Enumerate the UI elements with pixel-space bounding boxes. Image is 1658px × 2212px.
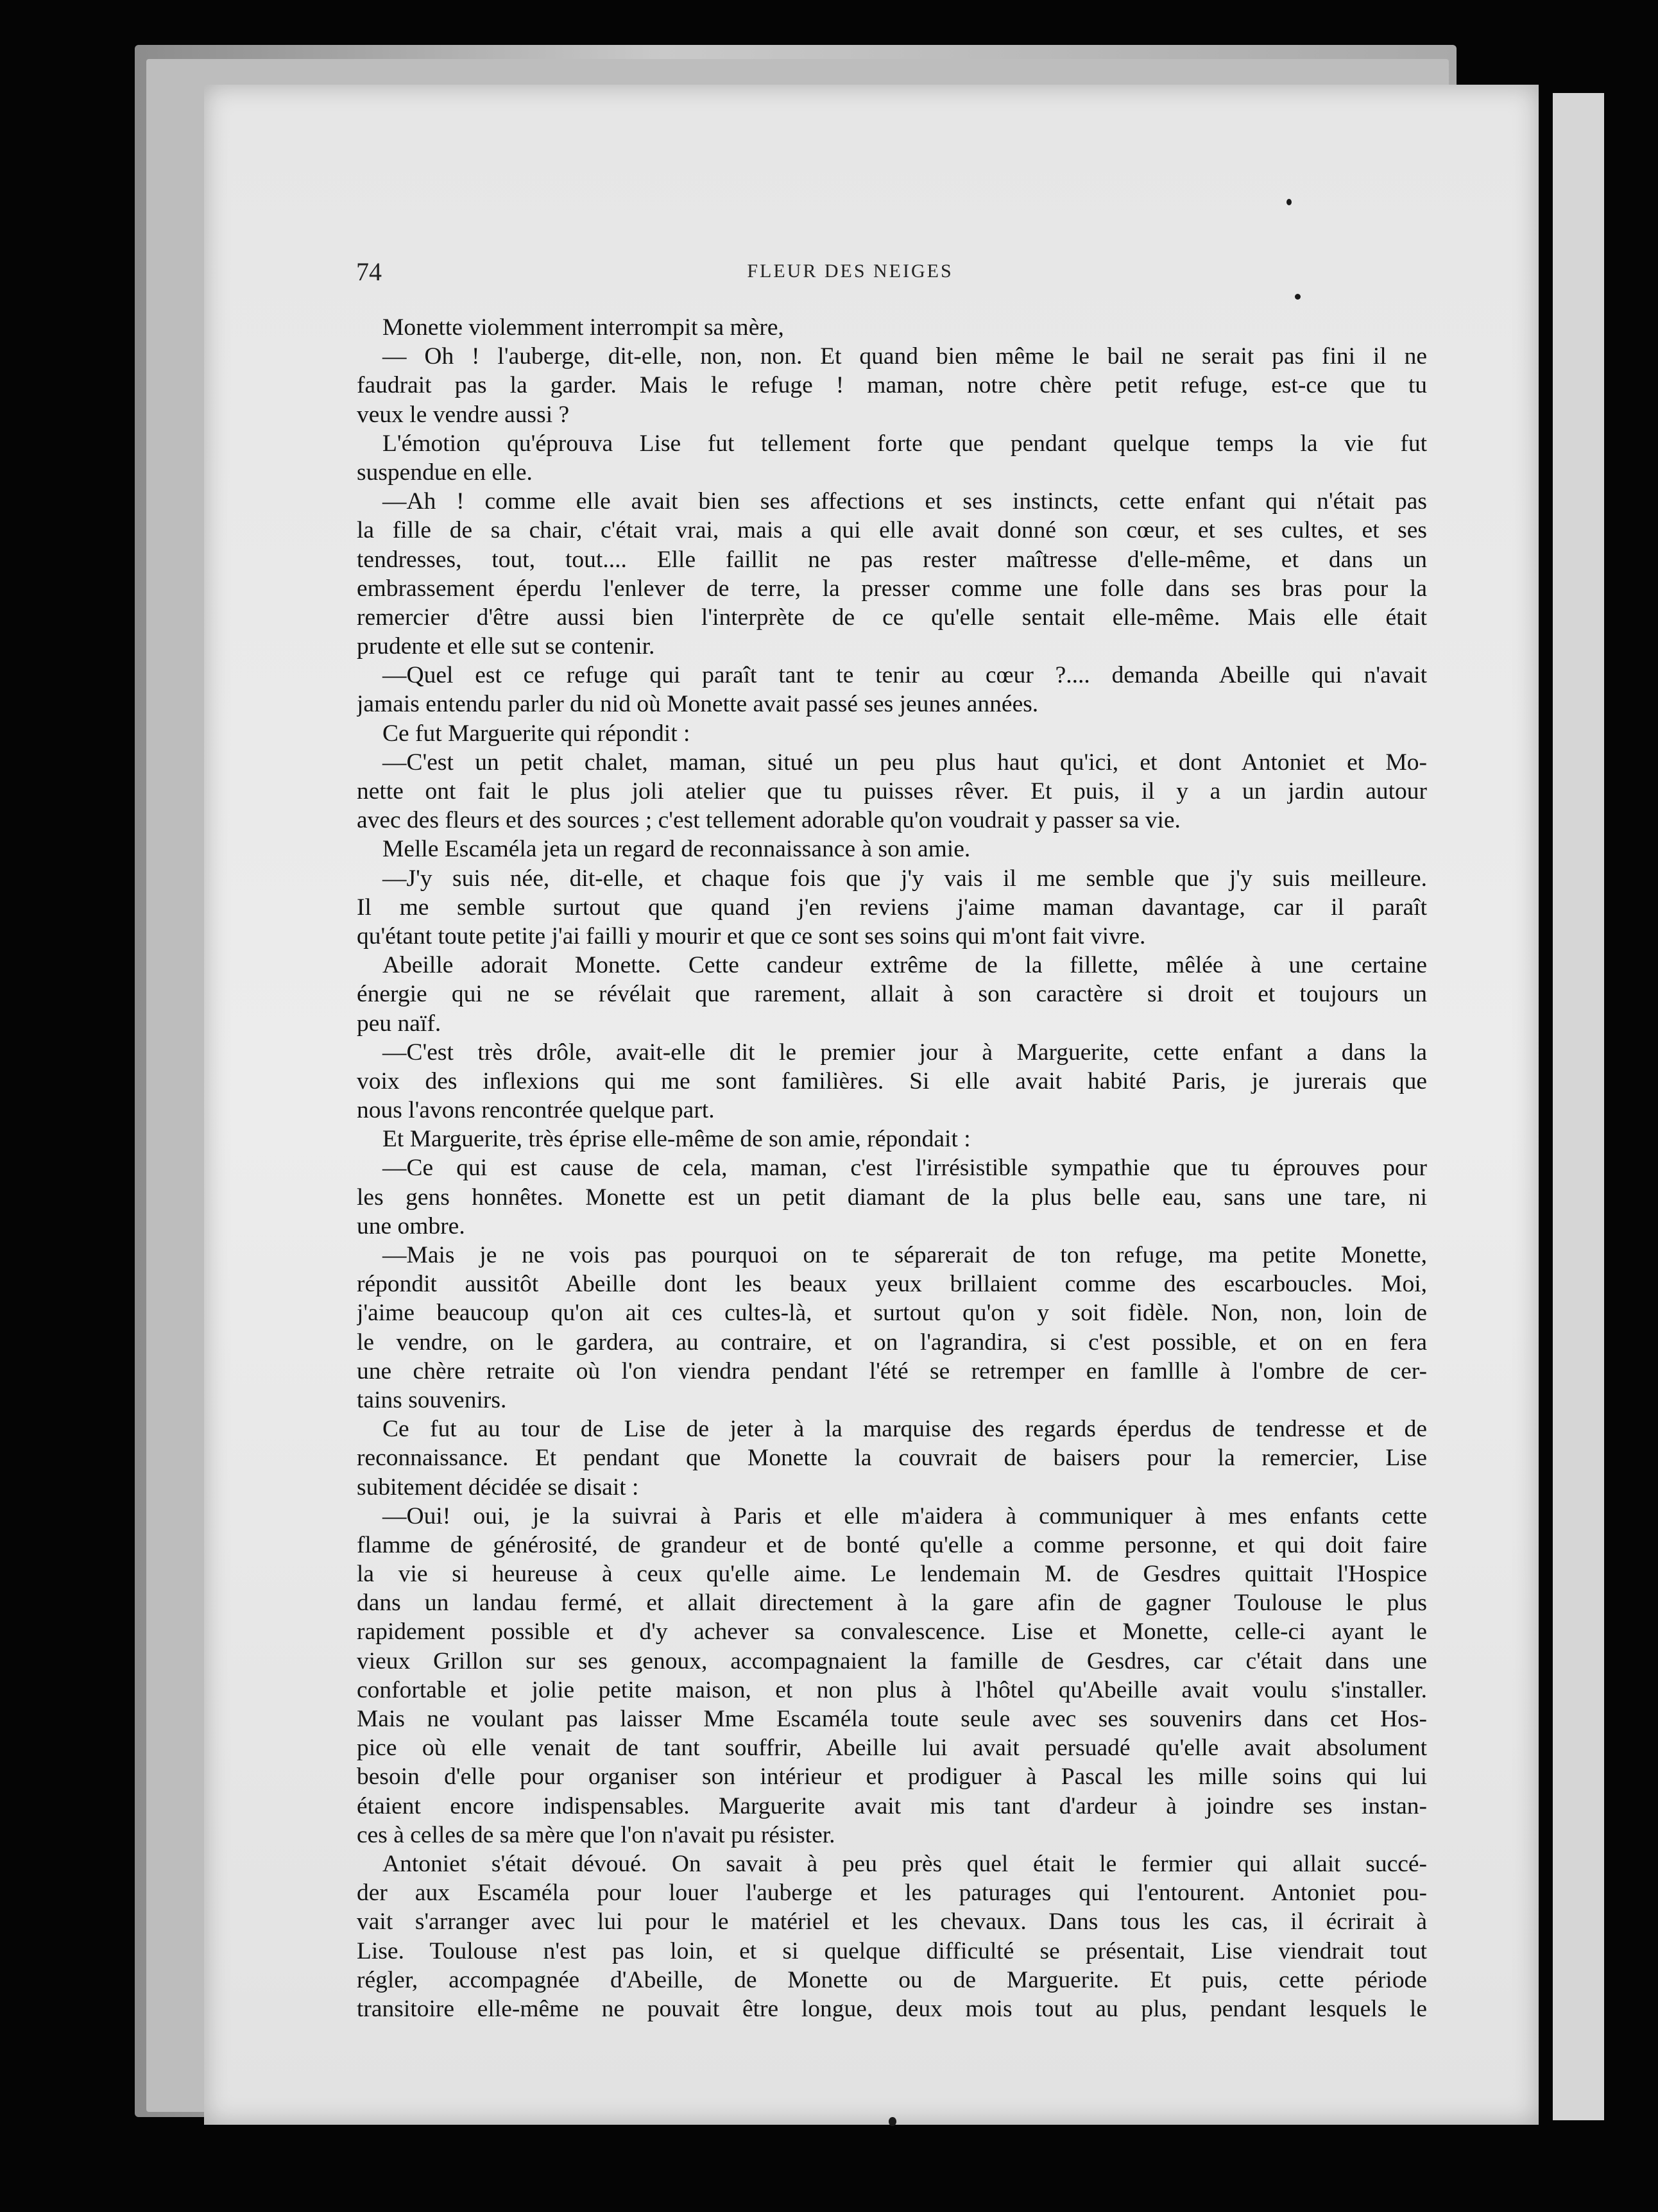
text-line: confortable et jolie petite maison, et non plus à l'hôtel qu'Abeille avait voulu s'installer.: [357, 1676, 1427, 1703]
text-line: — Oh ! l'auberge, dit-elle, non, non. Et quand bien même le bail ne serait pas fini il ne: [382, 343, 1427, 370]
text-line: étaient encore indispensables. Marguerite avait mis tant d'ardeur à joindre ses instan-: [357, 1792, 1427, 1819]
text-line: régler, accompagnée d'Abeille, de Monette ou de Marguerite. Et puis, cette période: [357, 1966, 1427, 1993]
text-line: suspendue en elle.: [357, 459, 533, 486]
text-line: la vie si heureuse à ceux qu'elle aime. Le lendemain M. de Gesdres quittait l'Hospice: [357, 1561, 1427, 1588]
text-line: Monette violemment interrompit sa mère,: [382, 314, 784, 341]
text-line: faudrait pas la garder. Mais le refuge ! maman, notre chère petit refuge, est-ce que tu: [357, 372, 1427, 399]
text-line: avec des fleurs et des sources ; c'est tellement adorable qu'on voudrait y passer sa vie.: [357, 807, 1181, 834]
text-line: —Ah ! comme elle avait bien ses affections et ses instincts, cette enfant qui n'était pas: [382, 488, 1427, 515]
text-line: pice où elle venait de tant souffrir, Abeille lui avait persuadé qu'elle avait absolument: [357, 1735, 1427, 1762]
text-line: —Quel est ce refuge qui paraît tant te tenir au cœur ?.... demanda Abeille qui n'avait: [382, 662, 1427, 689]
ink-speck: [1286, 199, 1292, 205]
text-line: voix des inflexions qui me sont familières. Si elle avait habité Paris, je jurerais que: [357, 1068, 1427, 1094]
text-line: j'aime beaucoup qu'on ait ces cultes-là, et surtout qu'on y soit fidèle. Non, non, loin de: [357, 1300, 1427, 1327]
text-line: qu'étant toute petite j'ai failli y mourir et que ce sont ses soins qui m'ont fait vivre.: [357, 923, 1146, 949]
text-line: Et Marguerite, très éprise elle-même de son amie, répondait :: [382, 1126, 971, 1153]
page-number: 74: [356, 257, 382, 286]
text-line: Melle Escaméla jeta un regard de reconnaissance à son amie.: [382, 836, 971, 863]
text-line: —C'est un petit chalet, maman, situé un peu plus haut qu'ici, et dont Antoniet et Mo-: [382, 749, 1427, 776]
text-line: nette ont fait le plus joli atelier que tu puisses rêver. Et puis, il y a un jardin autour: [357, 778, 1427, 804]
running-title: FLEUR DES NEIGES: [747, 260, 953, 282]
text-line: veux le vendre aussi ?: [357, 401, 570, 428]
body-text: [357, 313, 1427, 2023]
text-line: ces à celles de sa mère que l'on n'avait pu résister.: [357, 1821, 835, 1848]
text-line: L'émotion qu'éprouva Lise fut tellement forte que pendant quelque temps la vie fut: [382, 430, 1427, 457]
text-line: Ce fut au tour de Lise de jeter à la marquise des regards éperdus de tendresse et de: [382, 1416, 1427, 1443]
text-line: embrassement éperdu l'enlever de terre, la presser comme une folle dans ses bras pour la: [357, 575, 1427, 602]
text-line: —Ce qui est cause de cela, maman, c'est l'irrésistible sympathie que tu éprouves pour: [382, 1155, 1427, 1182]
text-line: jamais entendu parler du nid où Monette avait passé ses jeunes années.: [357, 691, 1039, 718]
text-line: Il me semble surtout que quand j'en reviens j'aime maman davantage, car il paraît: [357, 894, 1427, 921]
text-line: la fille de sa chair, c'était vrai, mais a qui elle avait donné son cœur, et ses cultes, et ses: [357, 517, 1427, 544]
text-line: Ce fut Marguerite qui répondit :: [382, 720, 690, 747]
page-header: [356, 257, 1344, 289]
text-line: répondit aussitôt Abeille dont les beaux yeux brillaient comme des escarboucles. Moi,: [357, 1271, 1427, 1298]
text-line: Antoniet s'était dévoué. On savait à peu près quel était le fermier qui allait succé-: [382, 1850, 1427, 1877]
text-line: —Mais je ne vois pas pourquoi on te séparerait de ton refuge, ma petite Monette,: [382, 1242, 1427, 1268]
text-line: besoin d'elle pour organiser son intérieur et prodiguer à Pascal les mille soins qui lui: [357, 1764, 1427, 1791]
text-line: transitoire elle-même ne pouvait être longue, deux mois tout au plus, pendant lesquels le: [357, 1995, 1427, 2022]
text-line: Abeille adorait Monette. Cette candeur extrême de la fillette, mêlée à une certaine: [382, 952, 1427, 979]
text-line: —C'est très drôle, avait-elle dit le premier jour à Marguerite, cette enfant a dans la: [382, 1039, 1427, 1066]
text-line: dans un landau fermé, et allait directement à la gare afin de gagner Toulouse le plus: [357, 1590, 1427, 1617]
text-line: énergie qui ne se révélait que rarement, allait à son caractère si droit et toujours un: [357, 981, 1427, 1008]
text-line: nous l'avons rencontrée quelque part.: [357, 1097, 715, 1124]
text-line: —Oui! oui, je la suivrai à Paris et elle m'aidera à communiquer à mes enfants cette: [382, 1502, 1427, 1529]
ink-speck: [889, 2117, 896, 2126]
text-line: vait s'arranger avec lui pour le matériel et les chevaux. Dans tous les cas, il écrirait à: [357, 1909, 1427, 1936]
text-line: remercier d'être aussi bien l'interprète de ce qu'elle sentait elle-même. Mais elle était: [357, 604, 1427, 631]
text-line: le vendre, on le gardera, au contraire, et on l'agrandira, si c'est possible, et on en fera: [357, 1329, 1427, 1356]
ink-speck: [1295, 294, 1301, 300]
text-line: flamme de générosité, de grandeur et de bonté qu'elle a comme personne, et qui doit faire: [357, 1531, 1427, 1558]
text-line: subitement décidée se disait :: [357, 1474, 639, 1501]
text-line: tains souvenirs.: [357, 1386, 507, 1413]
text-line: der aux Escaméla pour louer l'auberge et les paturages qui l'entourent. Antoniet pou-: [357, 1880, 1427, 1907]
text-line: Lise. Toulouse n'est pas loin, et si quelque difficulté se présentait, Lise viendrait tout: [357, 1937, 1427, 1964]
text-line: Mais ne voulant pas laisser Mme Escaméla toute seule avec ses souvenirs dans cet Hos-: [357, 1706, 1427, 1732]
text-line: peu naïf.: [357, 1010, 441, 1037]
text-line: prudente et elle sut se contenir.: [357, 633, 655, 660]
text-line: tendresses, tout, tout.... Elle faillit ne pas rester maîtresse d'elle-même, et dans un: [357, 546, 1427, 573]
text-line: une chère retraite où l'on viendra pendant l'été se retremper en famllle à l'ombre de cer-: [357, 1357, 1427, 1384]
text-line: les gens honnêtes. Monette est un petit diamant de la plus belle eau, sans une tare, ni: [357, 1184, 1427, 1211]
text-line: reconnaissance. Et pendant que Monette la couvrait de baisers pour la remercier, Lise: [357, 1445, 1427, 1472]
text-line: —J'y suis née, dit-elle, et chaque fois que j'y vais il me semble que j'y suis meilleure.: [382, 865, 1427, 892]
text-line: une ombre.: [357, 1212, 465, 1239]
text-line: vieux Grillon sur ses genoux, accompagnaient la famille de Gesdres, car c'était dans une: [357, 1647, 1427, 1674]
text-line: rapidement possible et d'y achever sa convalescence. Lise et Monette, celle-ci ayant le: [357, 1619, 1427, 1646]
facing-page-edge: [1553, 93, 1604, 2120]
